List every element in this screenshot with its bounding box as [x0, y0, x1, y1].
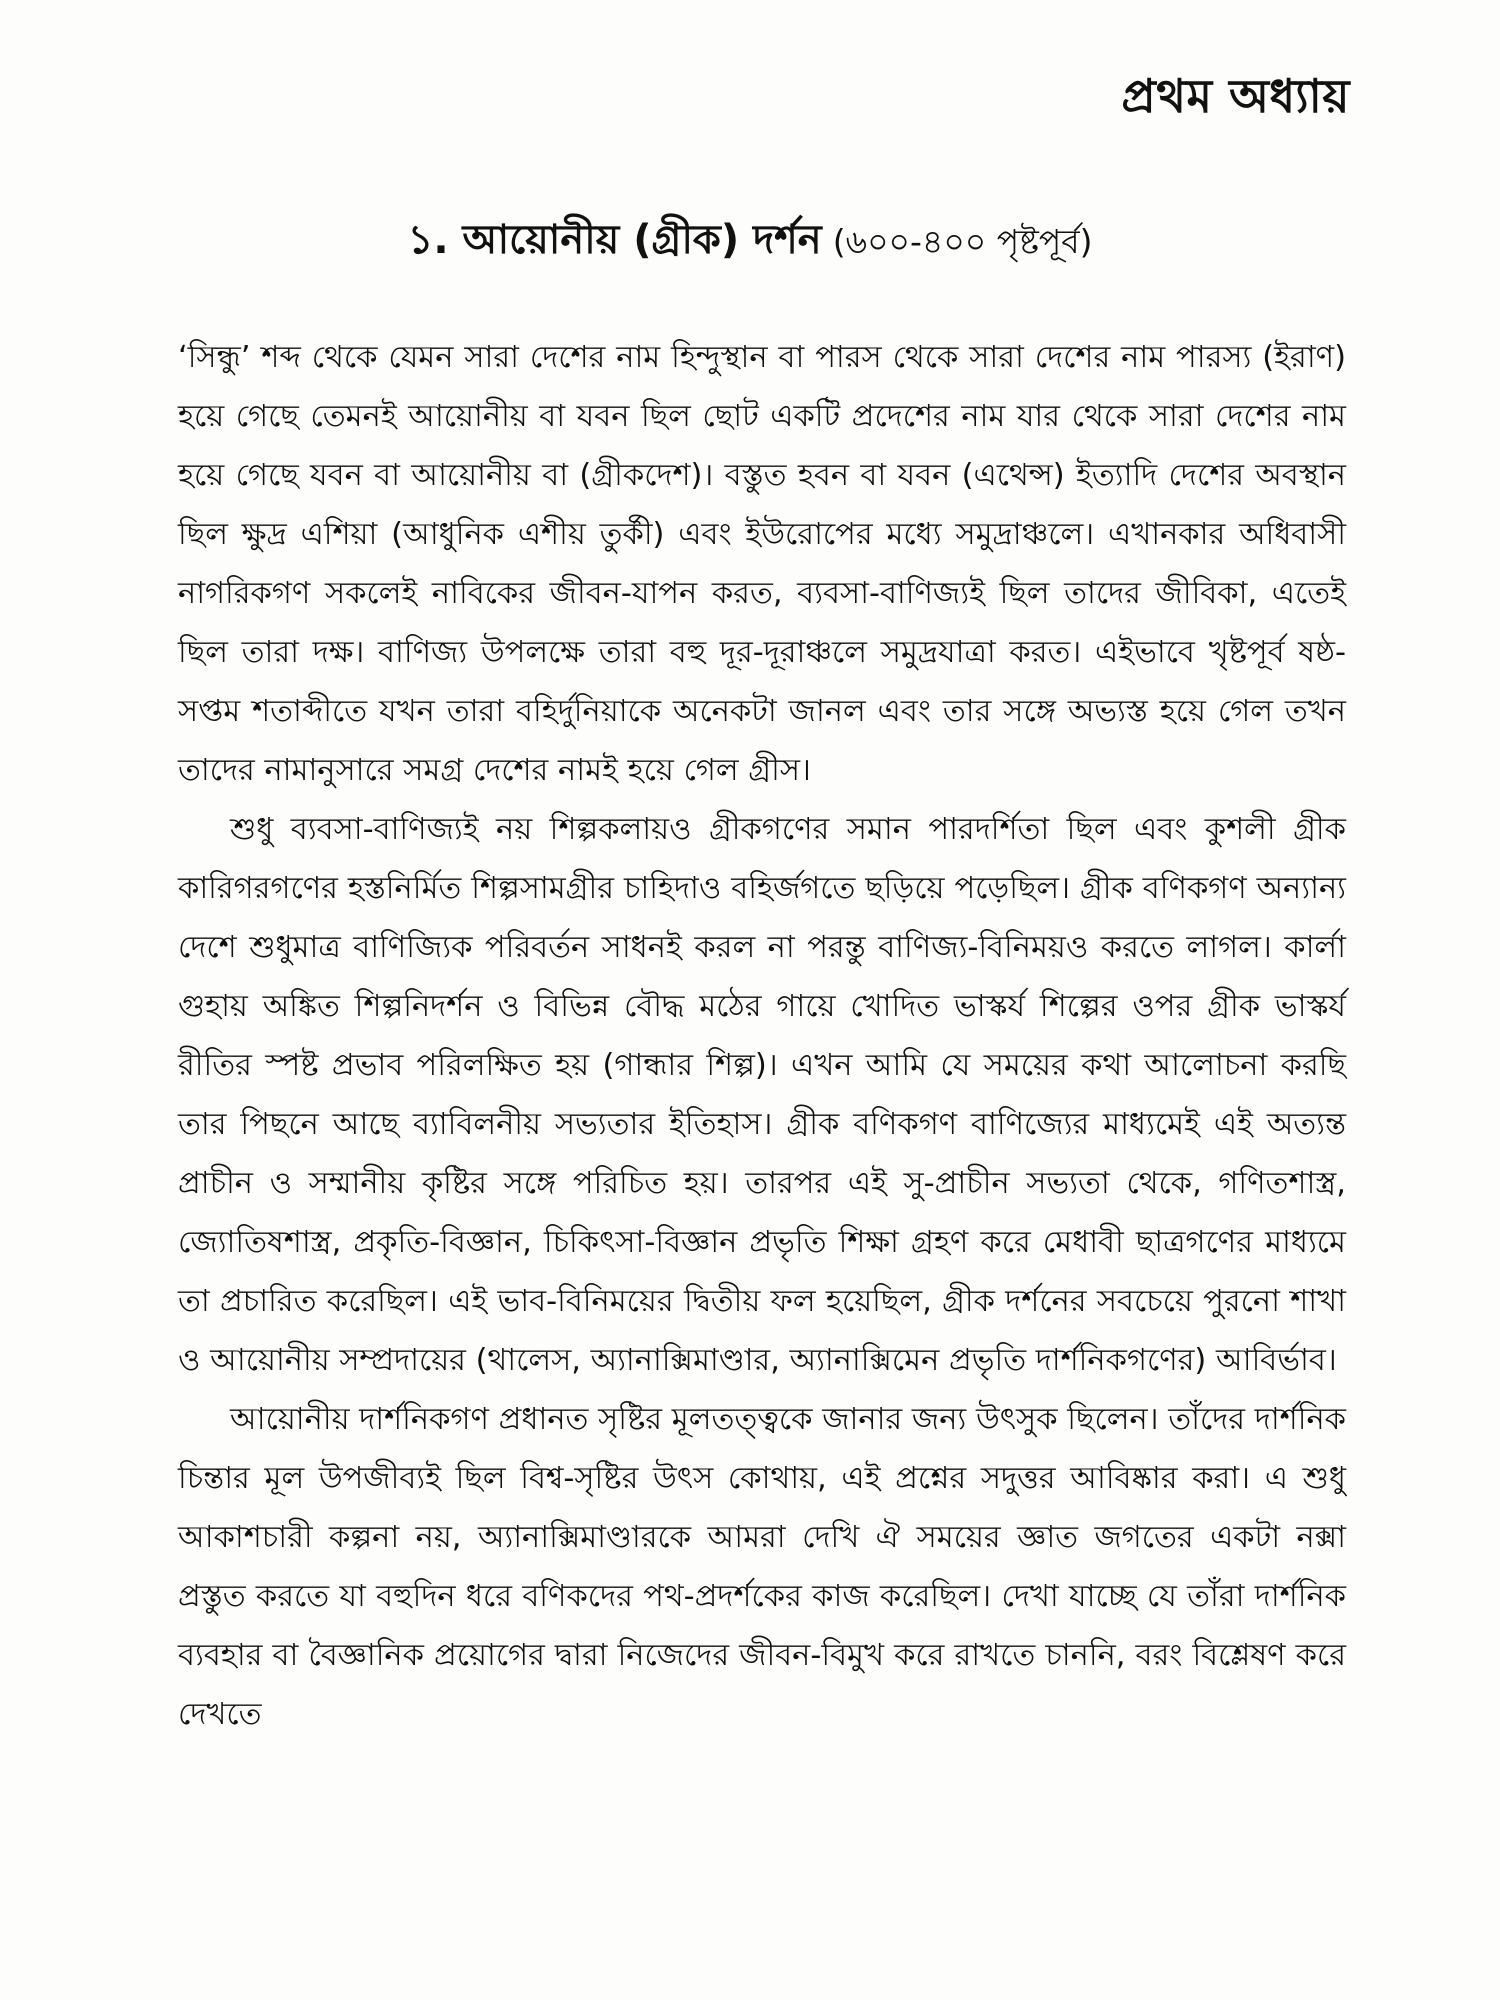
paragraph: শুধু ব্যবসা-বাণিজ্যই নয় শিল্পকলায়ও গ্রীকগণের সমান পারদর্শিতা ছিল এবং কুশলী গ্রীক কারিগরগণের হস্তনির্মিত শিল্পসামগ্রীর চাহিদাও বহির্জগতে ছড়িয়ে পড়েছিল। গ্রীক বণিকগণ অন্যান্য দেশে শুধুমাত্র বাণিজ্যিক পরিবর্তন সাধনই করল না পরন্তু বাণিজ্য-বিনিময়ও করতে লাগল। কার্লা গুহায় অঙ্কিত শিল্পনিদর্শন ও বিভিন্ন বৌদ্ধ মঠের গায়ে খোদিত ভাস্কর্য শিল্পের ওপর গ্রীক ভাস্কর্য রীতির স্পষ্ট প্রভাব পরিলক্ষিত হয় (গান্ধার শিল্প)। এখন আমি যে সময়ের কথা আলোচনা করছি তার পিছনে আছে ব্যাবিলনীয় সভ্যতার ইতিহাস। গ্রীক বণিকগণ বাণিজ্যের মাধ্যমেই এই অত্যন্ত প্রাচীন ও সম্মানীয় কৃষ্টির সঙ্গে পরিচিত হয়। তারপর এই সু-প্রাচীন সভ্যতা থেকে, গণিতশাস্ত্র, জ্যোতিষশাস্ত্র, প্রকৃতি-বিজ্ঞান, চিকিৎসা-বিজ্ঞান প্রভৃতি শিক্ষা গ্রহণ করে মেধাবী ছাত্রগণের মাধ্যমে তা প্রচারিত করেছিল। এই ভাব-বিনিময়ের দ্বিতীয় ফল হয়েছিল, গ্রীক দর্শনের সবচেয়ে পুরনো শাখা ও আয়োনীয় সম্প্রদায়ের (থালেস, অ্যানাক্সিমাণ্ডার, অ্যানাক্সিমেন প্রভৃতি দার্শনিকগণের) আবির্ভাব।: [178, 812, 1346, 1378]
section-title-text: ১. আয়োনীয় (গ্রীক) দর্শন: [407, 217, 822, 263]
paragraph: আয়োনীয় দার্শনিকগণ প্রধানত সৃষ্টির মূলতত্ত্বকে জানার জন্য উৎসুক ছিলেন। তাঁদের দার্শনিক চিন্তার মূল উপজীব্যই ছিল বিশ্ব-সৃষ্টির উৎস কোথায়, এই প্রশ্নের সদুত্তর আবিষ্কার করা। এ শুধু আকাশচারী কল্পনা নয়, অ্যানাক্সিমাণ্ডারকে আমরা দেখি ঐ সময়ের জ্ঞাত জগতের একটা নক্সা প্রস্তুত করতে যা বহুদিন ধরে বণিকদের পথ-প্রদর্শকের কাজ করেছিল। দেখা যাচ্ছে যে তাঁরা দার্শনিক ব্যবহার বা বৈজ্ঞানিক প্রয়োগের দ্বারা নিজেদের জীবন-বিমুখ করে রাখতে চাননি, বরং বিশ্লেষণ করে দেখতে: [178, 1402, 1346, 1732]
section-period: (৬০০-৪০০ পৃষ্টপূর্ব): [832, 222, 1093, 261]
body-text: [178, 328, 1346, 1744]
paragraph: ‘সিন্ধু’ শব্দ থেকে যেমন সারা দেশের নাম হিন্দুস্থান বা পারস থেকে সারা দেশের নাম পারস্য (ইরাণ) হয়ে গেছে তেমনই আয়োনীয় বা যবন ছিল ছোট একটি প্রদেশের নাম যার থেকে সারা দেশের নাম হয়ে গেছে যবন বা আয়োনীয় বা (গ্রীকদেশ)। বস্তুত হবন বা যবন (এথেন্স) ইত্যাদি দেশের অবস্থান ছিল ক্ষুদ্র এশিয়া (আধুনিক এশীয় তুর্কী) এবং ইউরোপের মধ্যে সমুদ্রাঞ্চলে। এখানকার অধিবাসী নাগরিকগণ সকলেই নাবিকের জীবন-যাপন করত, ব্যবসা-বাণিজ্যই ছিল তাদের জীবিকা, এতেই ছিল তারা দক্ষ। বাণিজ্য উপলক্ষে তারা বহু দূর-দূরাঞ্চলে সমুদ্রযাত্রা করত। এইভাবে খৃষ্টপূর্ব ষষ্ঠ-সপ্তম শতাব্দীতে যখন তারা বহির্দুনিয়াকে অনেকটা জানল এবং তার সঙ্গে অভ্যস্ত হয়ে গেল তখন তাদের নামানুসারে সমগ্র দেশের নামই হয়ে গেল গ্রীস।: [178, 340, 1346, 788]
section-title: [0, 208, 1500, 275]
chapter-heading: প্রথম অধ্যায়: [1121, 69, 1350, 123]
